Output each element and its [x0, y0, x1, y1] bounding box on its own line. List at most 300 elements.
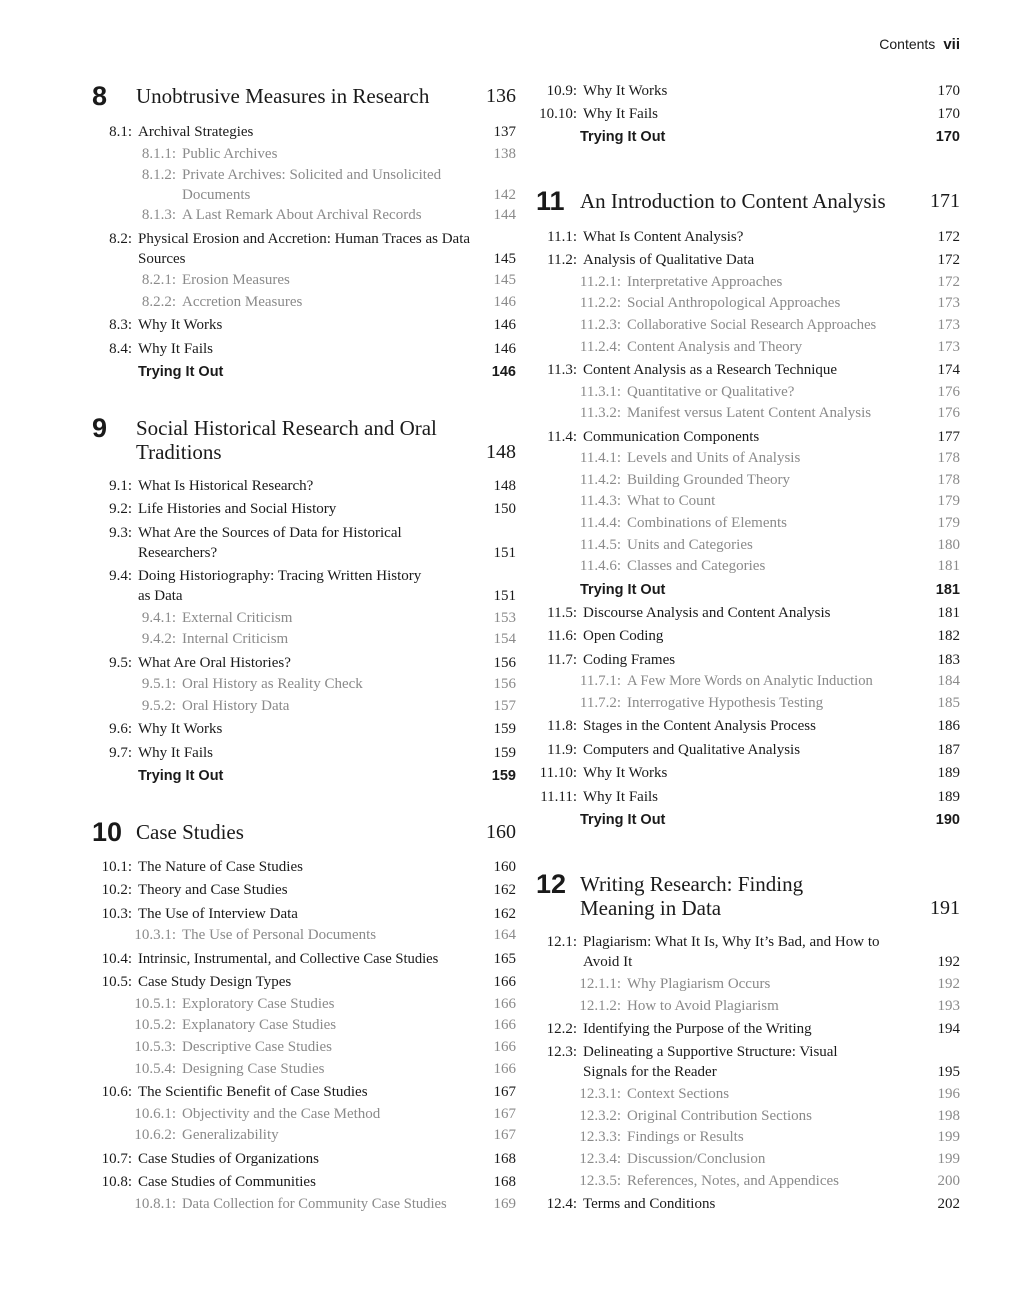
subsection-title: Erosion Measures — [182, 272, 290, 288]
subsection-number: 10.5.2: — [134, 1017, 176, 1033]
subsection-title: Levels and Units of Analysis — [627, 450, 801, 466]
subsection-number: 12.3.3: — [579, 1129, 621, 1145]
subsection-page: 184 — [937, 673, 960, 689]
chapter-title: Unobtrusive Measures in Research — [136, 84, 430, 108]
chapter-number: 10 — [92, 817, 123, 847]
toc-section[interactable] — [92, 857, 516, 877]
section-title: Why It Fails — [583, 789, 658, 805]
section-title: Case Studies of Organizations — [138, 1151, 319, 1167]
chapter-number: 11 — [536, 186, 565, 216]
toc-subsection[interactable] — [92, 1104, 516, 1124]
section-title: Coding Frames — [583, 652, 676, 668]
subsection-title: Context Sections — [627, 1086, 730, 1102]
toc-section[interactable] — [92, 315, 516, 335]
section-page: 194 — [937, 1021, 960, 1037]
section-title: Why It Works — [583, 83, 668, 99]
section-number: 9.6: — [109, 721, 132, 737]
trying-it-out-page: 170 — [935, 129, 960, 145]
section-number: 9.2: — [109, 501, 132, 517]
toc-section[interactable] — [92, 719, 516, 739]
section-page: 162 — [493, 882, 516, 898]
toc-subsection[interactable] — [536, 693, 960, 713]
subsection-title: Oral History as Reality Check — [182, 676, 363, 692]
subsection-page: 167 — [493, 1127, 516, 1143]
chapter-title: Case Studies — [136, 820, 244, 844]
toc-section[interactable] — [92, 972, 516, 992]
subsection-page: 180 — [937, 537, 960, 553]
toc-section[interactable] — [536, 740, 960, 760]
toc-subsection[interactable] — [92, 165, 516, 205]
section-number: 11.6: — [547, 628, 577, 644]
section-page: 162 — [493, 906, 516, 922]
chapter-page: 136 — [486, 85, 516, 107]
toc-subsection[interactable] — [536, 996, 960, 1016]
subsection-title: Findings or Results — [627, 1129, 744, 1145]
chapter-title: An Introduction to Content Analysis — [580, 189, 886, 213]
section-number: 12.1: — [546, 934, 577, 950]
toc-section[interactable] — [536, 104, 960, 124]
toc-section[interactable] — [536, 626, 960, 646]
section-page: 160 — [493, 859, 516, 875]
subsection-title: Internal Criticism — [182, 631, 289, 647]
trying-it-out-title: Trying It Out — [580, 812, 666, 828]
subsection-title: Generalizability — [182, 1127, 279, 1143]
section-title: Delineating a Supportive Structure: Visual Signals for the Reader — [583, 1044, 838, 1080]
toc-subsection[interactable] — [536, 1084, 960, 1104]
section-page: 159 — [493, 745, 516, 761]
section-number: 9.3: — [109, 525, 132, 541]
toc-subsection[interactable] — [92, 608, 516, 628]
subsection-title: Manifest versus Latent Content Analysis — [627, 405, 872, 421]
section-title: Theory and Case Studies — [138, 882, 288, 898]
toc-section[interactable] — [92, 904, 516, 924]
toc-section[interactable] — [92, 566, 516, 606]
section-number: 10.9: — [546, 83, 577, 99]
section-number: 9.1: — [109, 478, 132, 494]
section-page: 151 — [493, 545, 516, 561]
subsection-number: 11.2.4: — [579, 339, 621, 355]
section-number: 10.7: — [101, 1151, 132, 1167]
toc-section[interactable] — [536, 360, 960, 380]
section-number: 11.4: — [547, 429, 577, 445]
subsection-page: 144 — [493, 207, 516, 223]
section-title: Case Study Design Types — [138, 974, 292, 990]
toc-section[interactable] — [536, 1019, 960, 1039]
subsection-page: 176 — [937, 405, 960, 421]
toc-section[interactable] — [536, 932, 960, 972]
subsection-title: Units and Categories — [627, 537, 753, 553]
section-number: 11.10: — [539, 765, 577, 781]
section-page: 168 — [493, 1174, 516, 1190]
subsection-number: 11.2.3: — [579, 317, 621, 333]
toc-subsection[interactable] — [92, 674, 516, 694]
subsection-page: 179 — [937, 493, 960, 509]
subsection-number: 10.5.3: — [134, 1039, 176, 1055]
chapter-page: 191 — [930, 897, 960, 919]
section-title: Why It Fails — [138, 745, 213, 761]
trying-it-out-page: 146 — [491, 364, 516, 380]
section-title: Terms and Conditions — [583, 1196, 716, 1212]
section-page: 146 — [493, 317, 516, 333]
section-number: 11.2: — [547, 252, 577, 268]
toc-section[interactable] — [92, 653, 516, 673]
toc-subsection[interactable] — [536, 974, 960, 994]
trying-it-out-title: Trying It Out — [580, 582, 666, 598]
subsection-number: 9.4.1: — [141, 610, 176, 626]
section-number: 9.4: — [109, 568, 132, 584]
toc-section[interactable] — [536, 787, 960, 807]
section-page: 189 — [937, 765, 960, 781]
toc-subsection[interactable] — [536, 1127, 960, 1147]
subsection-number: 8.1.1: — [141, 146, 176, 162]
chapter-title: Social Historical Research and Oral Traditions — [136, 416, 437, 464]
subsection-title: Classes and Categories — [627, 558, 766, 574]
section-page: 145 — [493, 251, 516, 267]
section-title: Why It Fails — [583, 106, 658, 122]
section-number: 11.9: — [547, 742, 577, 758]
trying-it-out[interactable] — [536, 580, 960, 600]
trying-it-out[interactable] — [536, 127, 960, 147]
subsection-page: 156 — [493, 676, 516, 692]
toc-section[interactable] — [536, 250, 960, 270]
running-head-page: vii — [943, 36, 960, 53]
toc-section[interactable] — [536, 227, 960, 247]
toc-section[interactable] — [92, 339, 516, 359]
subsection-title: Discussion/Conclusion — [627, 1151, 766, 1167]
toc-subsection[interactable] — [92, 292, 516, 312]
subsection-page: 200 — [937, 1173, 960, 1189]
toc-section[interactable] — [92, 122, 516, 142]
trying-it-out[interactable] — [536, 810, 960, 830]
section-number: 11.11: — [540, 789, 577, 805]
subsection-title: Data Collection for Community Case Studies — [182, 1196, 447, 1212]
section-title: The Nature of Case Studies — [138, 859, 303, 875]
toc-subsection[interactable] — [536, 470, 960, 490]
subsection-number: 10.5.4: — [134, 1061, 176, 1077]
section-title: Life Histories and Social History — [138, 501, 337, 517]
subsection-number: 11.4.5: — [579, 537, 621, 553]
subsection-title: Original Contribution Sections — [627, 1108, 812, 1124]
toc-subsection[interactable] — [92, 994, 516, 1014]
subsection-title: External Criticism — [182, 610, 293, 626]
section-number: 8.3: — [109, 317, 132, 333]
toc-subsection[interactable] — [536, 1106, 960, 1126]
section-title: Why It Works — [138, 317, 223, 333]
toc-section[interactable] — [92, 499, 516, 519]
section-page: 168 — [493, 1151, 516, 1167]
subsection-title: Social Anthropological Approaches — [627, 295, 841, 311]
section-title: Physical Erosion and Accretion: Human Traces as Data Sources — [138, 231, 471, 267]
toc-subsection[interactable] — [536, 491, 960, 511]
subsection-number: 12.3.1: — [579, 1086, 621, 1102]
toc-section[interactable] — [536, 1042, 960, 1082]
section-number: 9.5: — [109, 655, 132, 671]
section-number: 11.8: — [547, 718, 577, 734]
section-number: 9.7: — [109, 745, 132, 761]
section-number: 8.2: — [109, 231, 132, 247]
subsection-page: 178 — [937, 472, 960, 488]
section-title: What Are the Sources of Data for Historical Researchers? — [138, 525, 402, 561]
subsection-number: 10.3.1: — [134, 927, 176, 943]
section-page: 195 — [937, 1064, 960, 1080]
toc-subsection[interactable] — [92, 629, 516, 649]
toc-subsection[interactable] — [536, 535, 960, 555]
toc-subsection[interactable] — [536, 448, 960, 468]
subsection-title: Exploratory Case Studies — [182, 996, 335, 1012]
subsection-title: Designing Case Studies — [182, 1061, 325, 1077]
subsection-page: 167 — [493, 1106, 516, 1122]
subsection-title: Private Archives: Solicited and Unsolicited Documents — [182, 167, 442, 203]
subsection-page: 196 — [937, 1086, 960, 1102]
subsection-page: 157 — [493, 698, 516, 714]
toc-subsection[interactable] — [536, 1171, 960, 1191]
toc-section[interactable] — [92, 880, 516, 900]
subsection-title: Public Archives — [182, 146, 278, 162]
toc-subsection[interactable] — [92, 144, 516, 164]
toc-section[interactable] — [92, 229, 516, 269]
section-title: Communication Components — [583, 429, 760, 445]
chapter-heading[interactable] — [536, 869, 960, 920]
subsection-page: 164 — [493, 927, 516, 943]
section-title: What Is Content Analysis? — [583, 229, 744, 245]
section-page: 183 — [937, 652, 960, 668]
subsection-page: 173 — [937, 339, 960, 355]
toc-subsection[interactable] — [92, 925, 516, 945]
section-number: 8.4: — [109, 341, 132, 357]
section-title: Stages in the Content Analysis Process — [583, 718, 816, 734]
toc-subsection[interactable] — [92, 1125, 516, 1145]
trying-it-out-title: Trying It Out — [580, 129, 666, 145]
section-title: Open Coding — [583, 628, 664, 644]
subsection-page: 166 — [493, 1039, 516, 1055]
subsection-title: Quantitative or Qualitative? — [627, 384, 795, 400]
toc-subsection[interactable] — [92, 1015, 516, 1035]
subsection-number: 11.4.6: — [579, 558, 621, 574]
toc-section[interactable] — [92, 523, 516, 563]
trying-it-out-page: 181 — [935, 582, 960, 598]
section-page: 181 — [937, 605, 960, 621]
subsection-number: 10.8.1: — [134, 1196, 176, 1212]
toc-section[interactable] — [536, 763, 960, 783]
subsection-title: The Use of Personal Documents — [182, 927, 377, 943]
section-title: Why It Works — [583, 765, 668, 781]
subsection-number: 11.4.4: — [579, 515, 621, 531]
section-page: 137 — [493, 124, 516, 140]
section-page: 148 — [493, 478, 516, 494]
toc-section[interactable] — [92, 1172, 516, 1192]
toc-section[interactable] — [92, 1082, 516, 1102]
subsection-page: 185 — [937, 695, 960, 711]
section-page: 177 — [937, 429, 960, 445]
trying-it-out[interactable] — [92, 362, 516, 382]
running-head-label: Contents — [879, 36, 936, 52]
subsection-number: 11.4.3: — [579, 493, 621, 509]
section-number: 10.2: — [101, 882, 132, 898]
subsection-number: 11.3.2: — [579, 405, 621, 421]
section-title: Identifying the Purpose of the Writing — [583, 1021, 812, 1037]
section-title: Why It Works — [138, 721, 223, 737]
toc-subsection[interactable] — [92, 205, 516, 225]
subsection-page: 199 — [937, 1151, 960, 1167]
section-page: 165 — [493, 951, 516, 967]
subsection-title: Descriptive Case Studies — [182, 1039, 332, 1055]
subsection-page: 166 — [493, 1017, 516, 1033]
subsection-number: 11.3.1: — [579, 384, 621, 400]
toc-section[interactable] — [536, 716, 960, 736]
subsection-title: Building Grounded Theory — [627, 472, 791, 488]
subsection-page: 178 — [937, 450, 960, 466]
subsection-page: 146 — [493, 294, 516, 310]
section-title: Case Studies of Communities — [138, 1174, 316, 1190]
subsection-number: 11.7.2: — [579, 695, 621, 711]
subsection-number: 11.4.2: — [579, 472, 621, 488]
subsection-title: Combinations of Elements — [627, 515, 787, 531]
section-number: 11.5: — [547, 605, 577, 621]
subsection-page: 173 — [937, 295, 960, 311]
subsection-page: 198 — [937, 1108, 960, 1124]
subsection-page: 199 — [937, 1129, 960, 1145]
section-page: 167 — [493, 1084, 516, 1100]
section-title: Doing Historiography: Tracing Written History as Data — [138, 568, 422, 604]
toc-subsection[interactable] — [536, 671, 960, 691]
subsection-page: 166 — [493, 1061, 516, 1077]
subsection-number: 9.4.2: — [141, 631, 176, 647]
toc-section[interactable] — [536, 603, 960, 623]
chapter-title: Writing Research: Finding Meaning in Data — [580, 872, 804, 920]
toc-subsection[interactable] — [92, 1194, 516, 1214]
subsection-title: Explanatory Case Studies — [182, 1017, 337, 1033]
subsection-title: Interpretative Approaches — [627, 274, 783, 290]
toc-subsection[interactable] — [536, 1149, 960, 1169]
section-page: 159 — [493, 721, 516, 737]
trying-it-out-title: Trying It Out — [138, 768, 224, 784]
subsection-title: Collaborative Social Research Approaches — [627, 317, 877, 333]
subsection-number: 12.3.2: — [579, 1108, 621, 1124]
subsection-number: 8.2.2: — [141, 294, 176, 310]
subsection-page: 153 — [493, 610, 516, 626]
subsection-page: 166 — [493, 996, 516, 1012]
section-title: Computers and Qualitative Analysis — [583, 742, 801, 758]
subsection-number: 10.5.1: — [134, 996, 176, 1012]
subsection-number: 12.1.1: — [579, 976, 621, 992]
section-page: 172 — [937, 229, 960, 245]
section-page: 146 — [493, 341, 516, 357]
section-title: Content Analysis as a Research Technique — [583, 362, 838, 378]
subsection-page: 138 — [493, 146, 516, 162]
section-number: 11.3: — [547, 362, 577, 378]
chapter-heading[interactable] — [92, 817, 516, 847]
trying-it-out-page: 159 — [491, 768, 516, 784]
section-page: 189 — [937, 789, 960, 805]
toc-subsection[interactable] — [92, 1059, 516, 1079]
toc-subsection[interactable] — [536, 513, 960, 533]
toc-section[interactable] — [536, 1194, 960, 1214]
section-number: 10.4: — [101, 951, 132, 967]
toc-section[interactable] — [536, 650, 960, 670]
chapter-heading[interactable] — [92, 81, 516, 111]
toc-section[interactable] — [536, 427, 960, 447]
subsection-page: 176 — [937, 384, 960, 400]
section-number: 10.1: — [101, 859, 132, 875]
subsection-number: 8.1.2: — [141, 167, 176, 183]
subsection-title: A Last Remark About Archival Records — [182, 207, 422, 223]
subsection-title: Oral History Data — [182, 698, 290, 714]
toc-subsection[interactable] — [536, 382, 960, 402]
section-number: 11.1: — [547, 229, 577, 245]
section-number: 11.7: — [547, 652, 577, 668]
section-number: 8.1: — [109, 124, 132, 140]
section-page: 182 — [937, 628, 960, 644]
subsection-number: 9.5.2: — [141, 698, 176, 714]
toc-section[interactable] — [92, 743, 516, 763]
subsection-title: Interrogative Hypothesis Testing — [627, 695, 824, 711]
section-number: 10.5: — [101, 974, 132, 990]
subsection-title: Content Analysis and Theory — [627, 339, 803, 355]
section-number: 10.6: — [101, 1084, 132, 1100]
toc-section[interactable] — [92, 476, 516, 496]
subsection-number: 12.3.4: — [579, 1151, 621, 1167]
section-page: 150 — [493, 501, 516, 517]
section-number: 12.3: — [546, 1044, 577, 1060]
toc-section[interactable] — [92, 1149, 516, 1169]
section-title: What Is Historical Research? — [138, 478, 314, 494]
subsection-page: 193 — [937, 998, 960, 1014]
toc-subsection[interactable] — [536, 315, 960, 335]
section-page: 187 — [937, 742, 960, 758]
subsection-title: How to Avoid Plagiarism — [627, 998, 779, 1014]
running-head — [879, 36, 960, 53]
section-number: 10.3: — [101, 906, 132, 922]
subsection-number: 11.7.1: — [579, 673, 621, 689]
subsection-title: A Few More Words on Analytic Induction — [627, 673, 873, 689]
section-page: 172 — [937, 252, 960, 268]
section-page: 151 — [493, 588, 516, 604]
section-page: 186 — [937, 718, 960, 734]
section-title: Discourse Analysis and Content Analysis — [583, 605, 831, 621]
section-title: Archival Strategies — [138, 124, 254, 140]
subsection-title: What to Count — [627, 493, 716, 509]
subsection-number: 8.2.1: — [141, 272, 176, 288]
chapter-heading[interactable] — [536, 186, 960, 216]
section-page: 166 — [493, 974, 516, 990]
toc-subsection[interactable] — [536, 337, 960, 357]
section-title: What Are Oral Histories? — [138, 655, 291, 671]
subsection-number: 8.1.3: — [141, 207, 176, 223]
toc-section[interactable] — [92, 949, 516, 969]
trying-it-out[interactable] — [92, 766, 516, 786]
section-page: 202 — [937, 1196, 960, 1212]
subsection-title: References, Notes, and Appendices — [627, 1173, 840, 1189]
subsection-page: 142 — [493, 187, 516, 203]
subsection-title: Why Plagiarism Occurs — [627, 976, 771, 992]
section-title: Why It Fails — [138, 341, 213, 357]
subsection-number: 11.4.1: — [579, 450, 621, 466]
toc-subsection[interactable] — [92, 696, 516, 716]
toc-subsection[interactable] — [536, 272, 960, 292]
toc-subsection[interactable] — [92, 1037, 516, 1057]
toc-subsection[interactable] — [536, 556, 960, 576]
subsection-page: 172 — [937, 274, 960, 290]
toc-subsection[interactable] — [536, 403, 960, 423]
subsection-number: 10.6.2: — [134, 1127, 176, 1143]
section-title: The Use of Interview Data — [138, 906, 298, 922]
chapter-heading[interactable] — [92, 413, 516, 464]
subsection-number: 11.2.1: — [579, 274, 621, 290]
subsection-page: 145 — [493, 272, 516, 288]
toc-subsection[interactable] — [92, 270, 516, 290]
toc-section[interactable] — [536, 81, 960, 101]
toc-subsection[interactable] — [536, 293, 960, 313]
